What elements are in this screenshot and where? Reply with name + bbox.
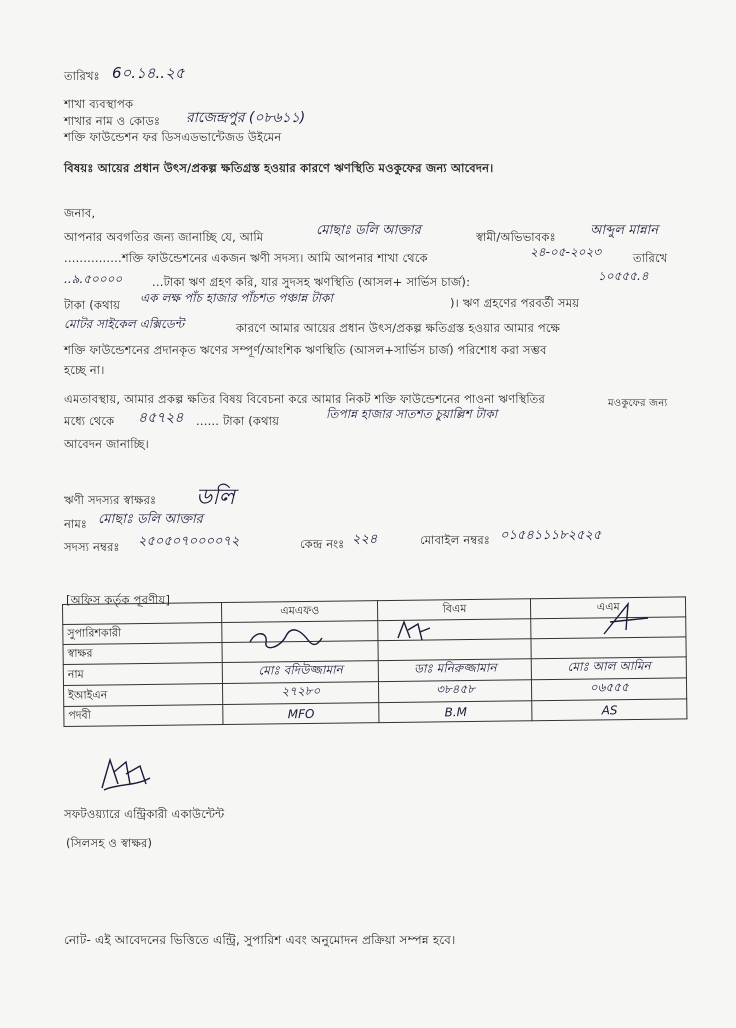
- date-label: তারিখঃ: [64, 69, 100, 83]
- branch-name-code-label: শাখার নাম ও কোডঃ: [64, 114, 161, 128]
- member-no-value: ২৫০৫০৭০০০০৭২: [138, 534, 240, 549]
- para1-line5-a: টাকা (কথায়: [64, 298, 121, 312]
- table-header-cell: এমএফও: [221, 601, 378, 623]
- mobile-label: মোবাইল নম্বরঃ: [420, 533, 491, 547]
- amount-words-handwritten: এক লক্ষ পাঁচ হাজার পাঁচশত পঞ্চান্ন টাকা: [140, 291, 333, 305]
- row-label: নাম: [63, 663, 222, 686]
- para1-line4-a: ...টাকা ঋণ গ্রহণ করি, যার সুদসহ ঋণস্থিতি (আসল+ সার্ভিস চার্জ):: [152, 275, 471, 289]
- date-value: 6০.১৪..২৫: [112, 64, 185, 82]
- member-name-value: মোছাঃ ডলি আক্তার: [98, 512, 203, 527]
- center-value: ২২৪: [352, 532, 378, 547]
- table-cell: [531, 637, 686, 659]
- note-line: নোট- এই আবেদনের ভিত্তিতে এন্ট্রি, সুপারিশ এবং অনুমোদন প্রক্রিয়া সম্পন্ন হবে।: [64, 933, 456, 947]
- branch-manager: শাখা ব্যবস্থাপক: [64, 97, 134, 111]
- member-name-label: নামঃ: [64, 517, 88, 531]
- accountant-signature: [96, 754, 156, 794]
- table-header-cell: এএম: [531, 597, 686, 619]
- table-cell: ডাঃ মনিরুজ্জামান: [379, 659, 532, 682]
- branch-name-code-value: রাজেন্দ্রপুর (০৮৬১১): [186, 110, 306, 126]
- mobile-value: ০১৫৪১১১৮২৫২৫: [500, 528, 602, 543]
- subject-line: বিষয়ঃ আয়ের প্রধান উৎস/প্রকল্প ক্ষতিগ্রস্ত হওয়ার কারণে ঋণস্থিতি মওকুফের জন্য আবেদন।: [64, 161, 494, 175]
- table-cell: মোঃ বদিউজ্জামান: [222, 661, 379, 684]
- para1-line1-a: আপনার অবগতির জন্য জানাচ্ছি যে, আমি: [64, 230, 264, 244]
- para2-line2-c: মওকুফের জন্য: [608, 398, 668, 409]
- table-header-cell: বিএম: [378, 599, 531, 621]
- para1-line6-a: কারণে আমার আয়ের প্রধান উৎস/প্রকল্প ক্ষতিগ্রস্ত হওয়ার আমার পক্ষে: [236, 321, 561, 335]
- seal-signature-line: (সিলসহ ও স্বাক্ষর): [66, 836, 153, 850]
- software-accountant-line: সফটওয়্যারে এন্ট্রিকারী একাউন্টেন্ট: [64, 807, 225, 821]
- table-cell: ২৭২৮০: [222, 682, 379, 705]
- table-cell: B.M: [379, 701, 532, 723]
- para1-line1-b: স্বামী/অভিভাবকঃ: [476, 230, 556, 244]
- table-cell: মোঃ আল আমিন: [532, 657, 687, 680]
- row-label: ইআইএন: [63, 684, 222, 707]
- member-name-handwritten: মোছাঃ ডলি আক্তার: [316, 223, 421, 238]
- member-no-label: সদস্য নম্বরঃ: [64, 540, 120, 554]
- guardian-handwritten: আব্দুল মান্নান: [590, 223, 659, 238]
- recommendation-table: [62, 596, 687, 727]
- outstanding-handwritten: ১০৫৫৫.৪: [598, 269, 649, 283]
- center-label: কেন্দ্র নংঃ: [300, 537, 345, 551]
- table-cell: AS: [532, 699, 687, 721]
- para2-line2-b: ...... টাকা (কথায়: [196, 414, 280, 428]
- waive-amount-handwritten: ৪৫৭২৪: [138, 410, 184, 426]
- para1-line8: হচ্ছে না।: [64, 363, 105, 377]
- mfo-signature: [246, 628, 326, 650]
- row-label: স্বাক্ষর: [63, 643, 222, 665]
- para1-line7: শক্তি ফাউন্ডেশনের প্রদানকৃত ঋণের সম্পূর্ণ/আংশিক ঋণস্থিতি (আসল+সার্ভিস চার্জ) পরিশোধ করা সম্ভব: [64, 343, 547, 357]
- row-label: সুপারিশকারী: [63, 623, 222, 645]
- reason-handwritten: মোটর সাইকেল এক্সিডেন্ট: [64, 317, 185, 331]
- loan-amount-handwritten: ..৯.৫০০০০: [64, 272, 123, 286]
- member-signature-label: ঋণী সদস্যর স্বাক্ষরঃ: [64, 493, 157, 507]
- loan-date-handwritten: ২৪-০৫-২০২৩: [530, 245, 602, 259]
- waive-words-handwritten: তিপান্ন হাজার সাতশত চুয়াল্লিশ টাকা: [326, 407, 498, 421]
- para2-line2-a: মধ্যে থেকে: [64, 414, 115, 428]
- row-label: পদবী: [64, 705, 223, 727]
- foundation-name: শক্তি ফাউন্ডেশন ফর ডিসএডভান্টেজড উইমেন: [64, 130, 282, 144]
- bm-signature: [394, 618, 434, 644]
- office-section-title: [অফিস কর্তৃক পূরণীয়]: [66, 593, 171, 607]
- table-cell: ৩৮৪৫৮: [379, 680, 532, 703]
- salutation: জনাব,: [64, 206, 96, 220]
- am-signature: [598, 600, 654, 640]
- table-cell: MFO: [223, 703, 380, 725]
- para1-line5-b: )। ঋণ গ্রহণের পরবর্তী সময়: [450, 296, 580, 310]
- para2-line3: আবেদন জানাচ্ছি।: [64, 437, 149, 451]
- table-cell: ০৬৫৫৫: [532, 678, 687, 701]
- para1-line3-end: তারিখে: [633, 251, 668, 265]
- table-header-cell: [63, 603, 222, 625]
- member-signature: ডলি: [196, 485, 235, 510]
- para1-line3: ...............শক্তি ফাউন্ডেশনের একজন ঋণী সদস্য। আমি আপনার শাখা থেকে: [64, 251, 428, 265]
- para2-line1: এমতাবস্থায়, আমার প্রকল্প ক্ষতির বিষয় বিবেচনা করে আমার নিকট শক্তি ফাউন্ডেশনের পাওনা ঋণস্থিতির: [64, 392, 546, 406]
